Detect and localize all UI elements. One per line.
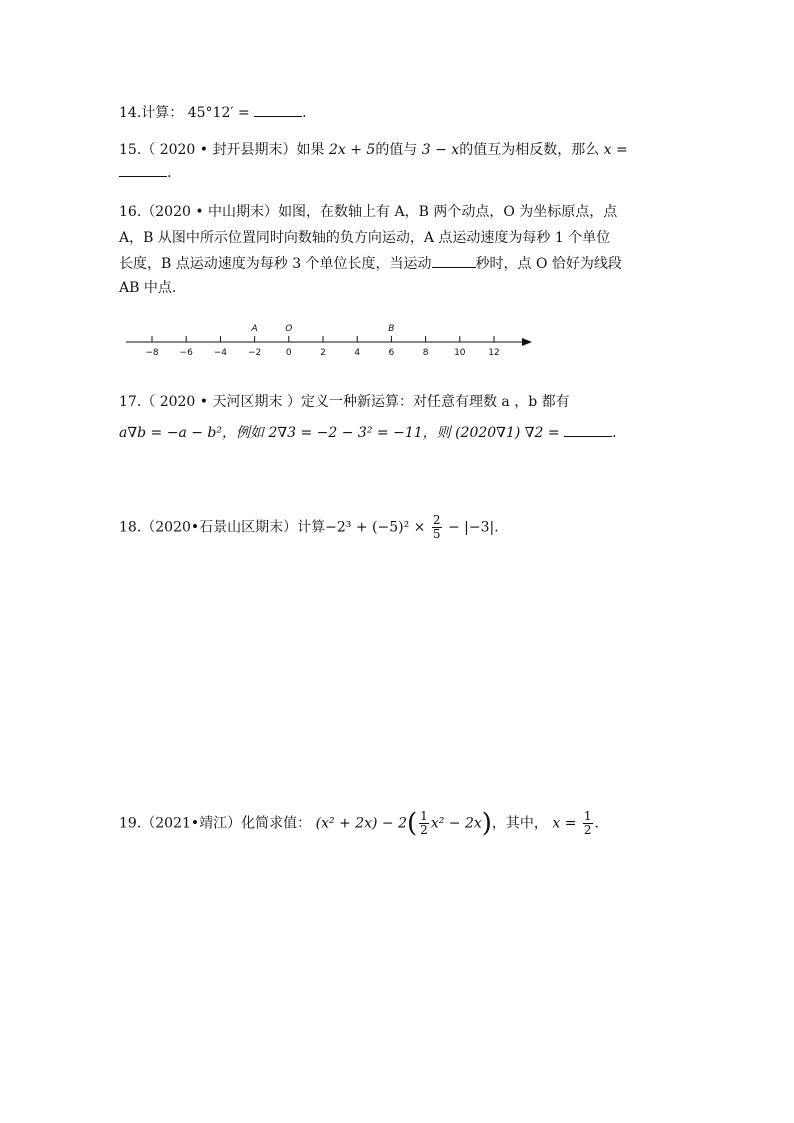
expression: 3 − x	[421, 142, 460, 158]
question-source: （ 2020 • 封开县期末）	[141, 142, 297, 158]
question-source: （2020 • 中山期末）	[141, 204, 279, 220]
number-line-tick-label: 10	[454, 348, 466, 358]
expression: (x² + 2x) − 2	[315, 815, 408, 832]
question-number: 17.	[119, 394, 142, 410]
question-source: （2021•靖江）	[141, 815, 242, 832]
number-line-tick-label: −4	[213, 348, 228, 358]
answer-blank	[564, 422, 612, 437]
question-16-line-4: AB 中点.	[119, 280, 177, 296]
number-line-tick-label: 8	[422, 348, 429, 358]
number-line-point-label: B	[388, 324, 395, 334]
expression: − |−3|.	[447, 519, 499, 536]
question-15-blank-line: .	[119, 162, 171, 183]
expression: a∇b = −a − b²，例如 2∇3 = −2 − 3² = −11，则 (2020∇1) ∇2 =	[119, 425, 560, 441]
number-line-tick-label: −6	[179, 348, 193, 358]
question-14: 14.计算： 45°12′ = .	[119, 102, 307, 123]
question-number: 15.	[119, 142, 142, 158]
number-line-tick-label: 6	[388, 348, 395, 358]
number-line-tick-label: 0	[285, 348, 292, 358]
question-16-line-3: 长度，B 点运动速度为每秒 3 个单位长度，当运动 秒时，点 O 恰好为线段	[119, 253, 622, 274]
fraction: $\frac{2}{5}$	[432, 513, 441, 541]
number-line-tick-label: 2	[320, 348, 326, 358]
question-number: 19.	[119, 815, 142, 832]
number-line-point-label: O	[285, 324, 293, 334]
question-text: 计算：	[141, 105, 184, 121]
expression: x² − 2x	[430, 815, 482, 832]
number-line-tick-label: 12	[488, 348, 500, 358]
question-16: 16.（2020 • 中山期末）如图，在数轴上有 A，B 两个动点，O 为坐标原点，点	[119, 204, 618, 220]
question-18: 18.（2020•石景山区期末）计算−2³ + (−5)² × $\frac{2}{5}$ − |−3|.	[119, 513, 499, 541]
answer-blank	[254, 102, 302, 117]
expression: 45°12′ =	[187, 105, 250, 121]
number-line-point-label: A	[251, 324, 258, 334]
question-source: （ 2020 • 天河区期末 ）	[141, 394, 301, 410]
number-line-tick-label: −8	[145, 348, 159, 358]
question-16-line-2: A，B 从图中所示位置同时向数轴的负方向运动，A 点运动速度为每秒 1 个单位	[119, 230, 611, 246]
number-line-figure	[120, 318, 540, 360]
expression: −2³ + (−5)² ×	[325, 519, 426, 536]
question-number: 18.	[119, 519, 142, 536]
question-17: 17.（ 2020 • 天河区期末 ）定义一种新运算：对任意有理数 a ，b 都有	[119, 394, 570, 410]
question-number: 16.	[119, 204, 142, 220]
answer-blank	[119, 162, 167, 177]
question-number: 14.	[119, 105, 142, 121]
fraction: $\frac{1}{2}$	[420, 809, 428, 837]
number-line-tick-label: 4	[354, 348, 361, 358]
question-source: （2020•石景山区期末）	[141, 519, 298, 536]
question-15: 15.（ 2020 • 封开县期末）如果 2x + 5的值与 3 − x的值互为相反数，那么 x =	[119, 142, 628, 158]
fraction: $\frac{1}{2}$	[583, 809, 592, 837]
number-line-arrow	[522, 338, 532, 346]
answer-blank	[432, 253, 476, 268]
question-17-line-2: a∇b = −a − b²，例如 2∇3 = −2 − 3² = −11，则 (2020∇1) ∇2 = .	[119, 422, 617, 443]
number-line-tick-label: −2	[247, 348, 262, 358]
expression: 2x + 5	[328, 142, 376, 158]
question-19: 19.（2021•靖江）化简求值： (x² + 2x) − 2( $\frac{1}{2}$ x² − 2x)，其中， x = $\frac{1}{2}$ .	[119, 808, 599, 839]
